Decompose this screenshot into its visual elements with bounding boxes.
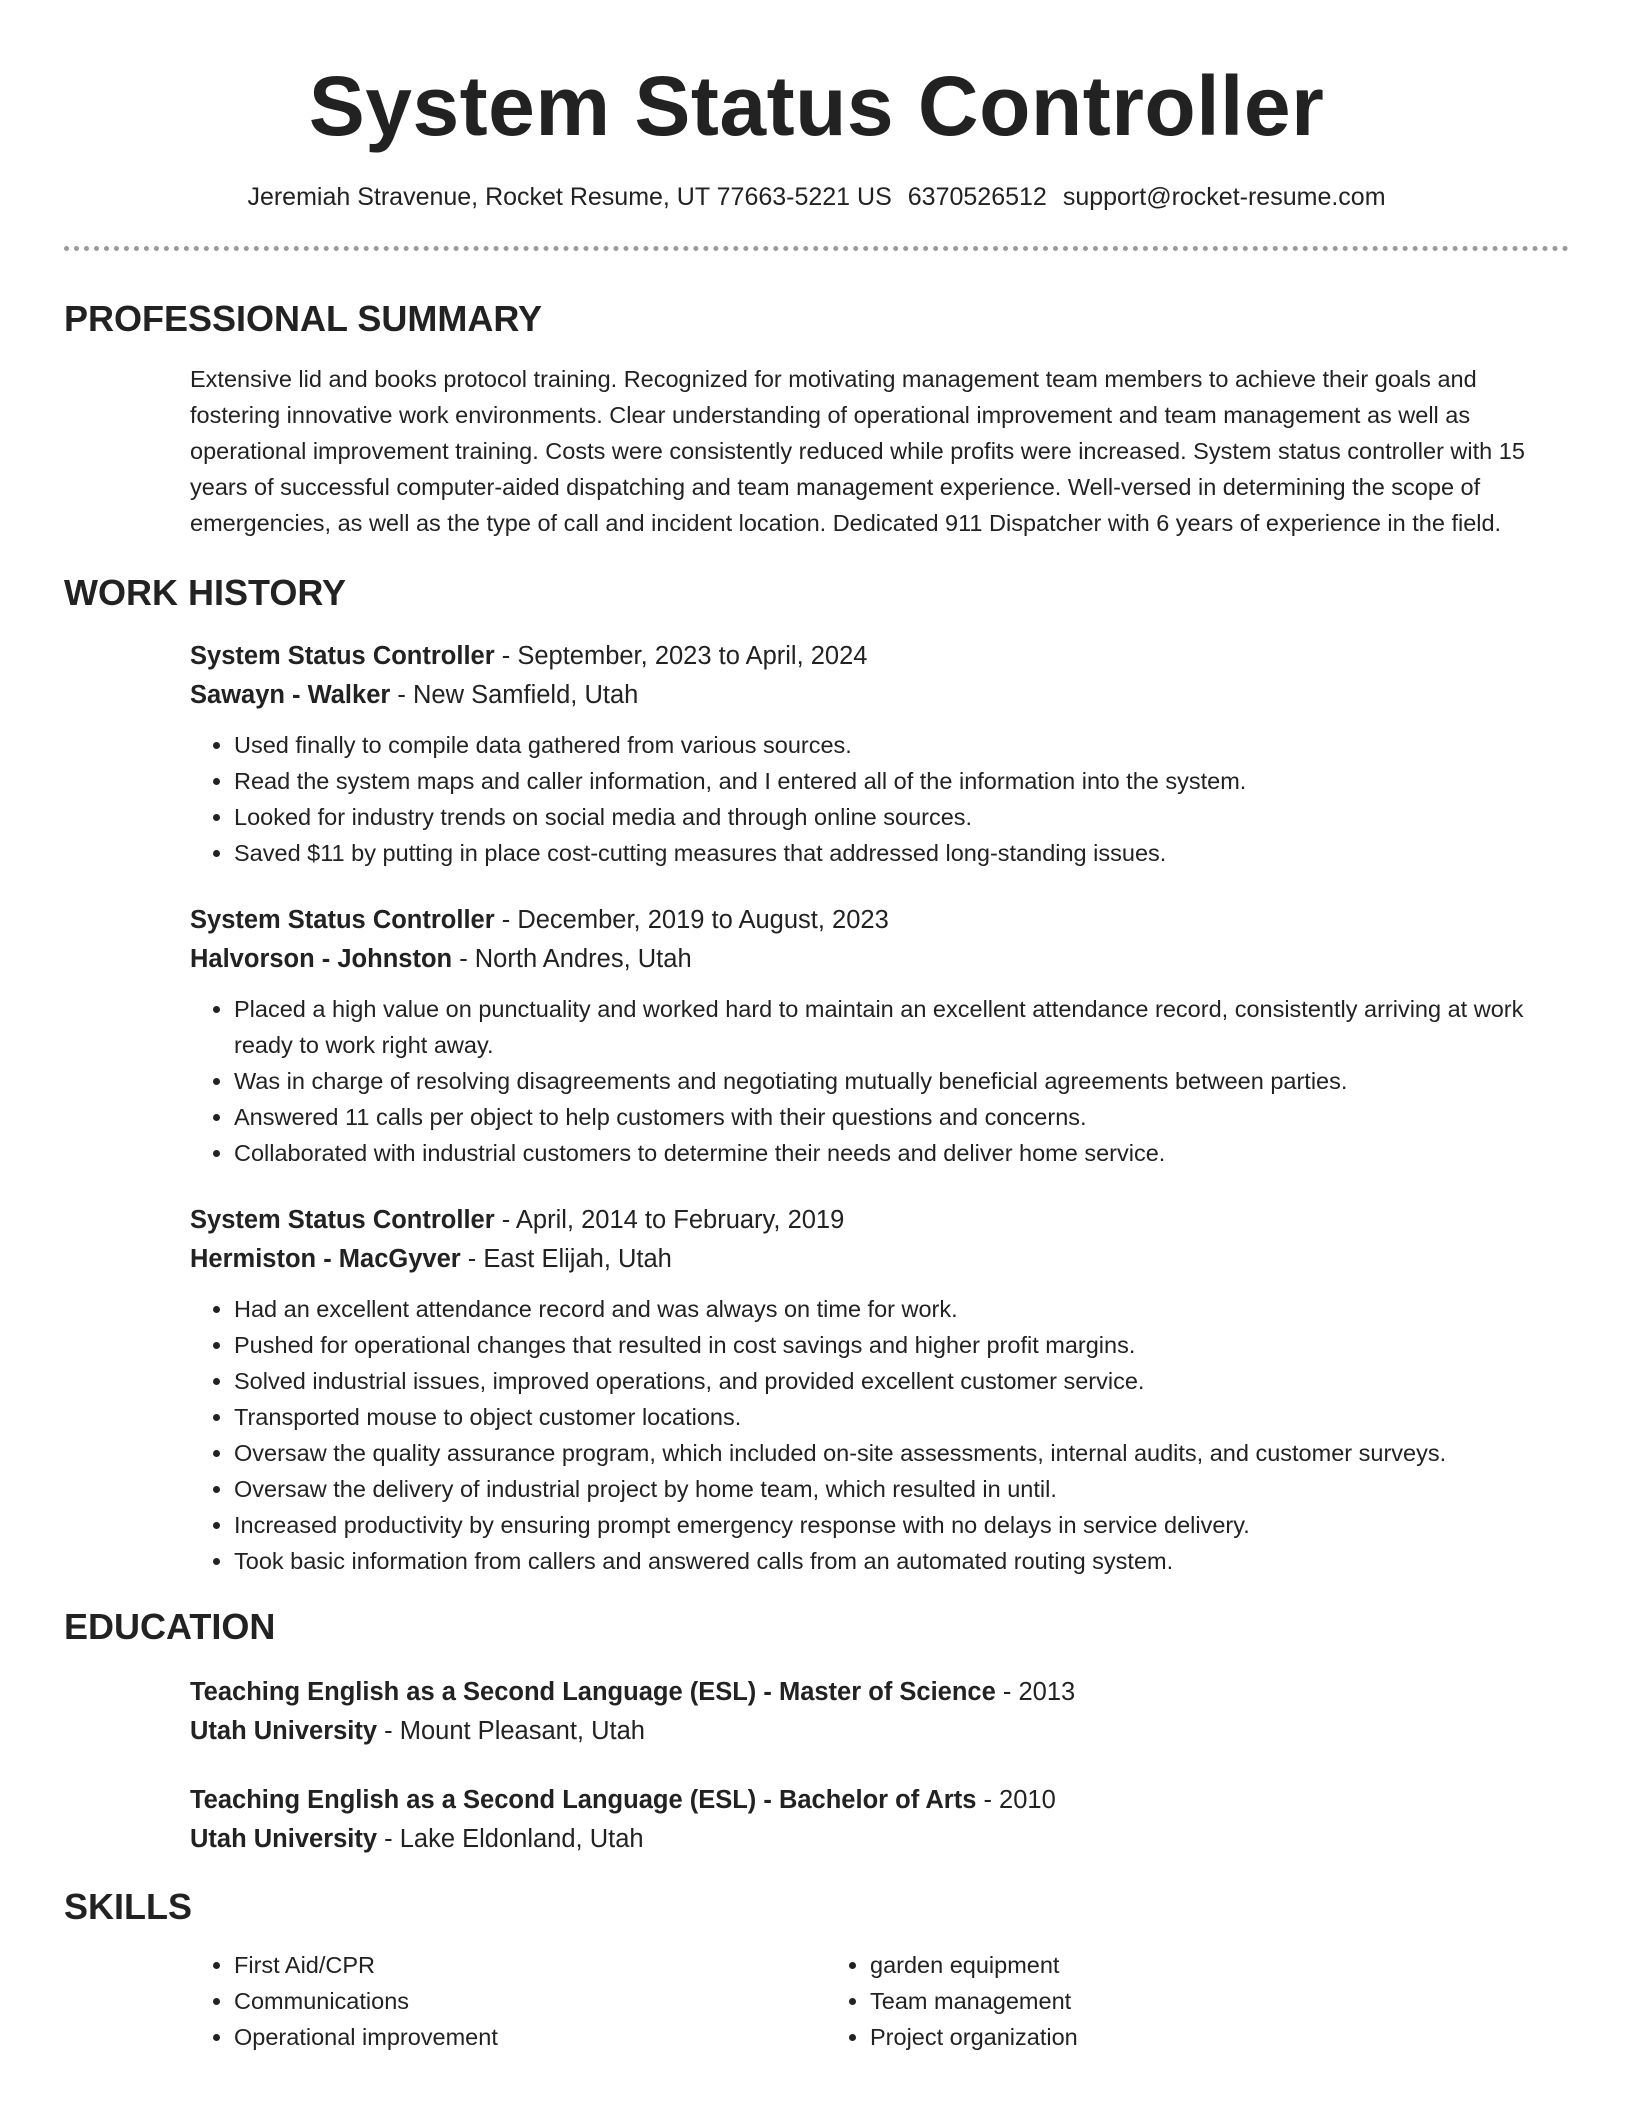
job-company-line [190,940,1569,979]
contact-phone: 6370526512 [907,183,1047,211]
job-bullet: • Took basic information from callers and answered calls from an automated routing system. [234,1543,1569,1579]
job-company: Halvorson - Johnston [190,945,453,973]
job-company-line [190,1240,1569,1279]
job-bullet: • Answered 11 calls per object to help customers with their questions and concerns. [234,1099,1569,1135]
job-bullet: • Solved industrial issues, improved operations, and provided excellent customer service. [234,1363,1569,1399]
education-heading: EDUCATION [64,1606,276,1647]
education-year: - 2013 [995,1678,1076,1706]
job-entry [190,901,1569,1171]
job-bullet: • Increased productivity by ensuring prompt emergency response with no delays in service delivery. [234,1507,1569,1543]
education-list [190,1673,1569,1859]
job-role: System Status Controller [190,1206,495,1234]
job-bullets [190,727,1569,871]
job-company: Hermiston - MacGyver [190,1245,461,1273]
job-location: - East Elijah, Utah [460,1245,672,1273]
skill-item: • Project organization [870,2019,1462,2055]
job-bullets [190,1291,1569,1579]
job-bullet: • Oversaw the quality assurance program, which included on-site assessments, internal audits, and customer surveys. [234,1435,1569,1471]
education-entry [190,1673,1569,1751]
job-bullet: • Saved $11 by putting in place cost-cutting measures that addressed long-standing issues. [234,835,1569,871]
job-bullet: • Read the system maps and caller information, and I entered all of the information into the system. [234,763,1569,799]
education-location: - Lake Eldonland, Utah [377,1825,644,1853]
job-bullet: • Collaborated with industrial customers to determine their needs and deliver home service. [234,1135,1569,1171]
skills-column-left [190,1947,826,2055]
education-entry [190,1781,1569,1859]
job-title-line [190,901,1569,940]
skill-item: • Operational improvement [234,2019,826,2055]
education-degree-line [190,1673,1569,1712]
skill-item: • Team management [870,1983,1462,2019]
work-history-list [190,637,1569,1579]
education-degree: Teaching English as a Second Language (ESL) - Master of Science [190,1678,996,1706]
job-role: System Status Controller [190,642,495,670]
job-title-line [190,637,1569,676]
contact-line [64,180,1569,214]
education-school: Utah University [190,1717,378,1745]
job-bullet: • Transported mouse to object customer locations. [234,1399,1569,1435]
job-bullet: • Placed a high value on punctuality and worked hard to maintain an excellent attendance record, consistently arriving at work ready to work right away. [234,991,1569,1063]
education-school-line [190,1712,1569,1751]
education-school: Utah University [190,1825,378,1853]
education-year: - 2010 [976,1786,1056,1814]
contact-email: support@rocket-resume.com [1062,183,1386,211]
summary-text: Extensive lid and books protocol training. Recognized for motivating management team members to achieve their goals and fostering innovative work environments. Clear understanding of operational improvement and team management as well as operational improvement training. Costs were consistently reduced while profits were increased. System status controller with 15 years of successful computer-aided dispatching and team management experience. Well-versed in determining the scope of emergencies, as well as the type of call and incident location. Dedicated 911 Dispatcher with 6 years of experience in the field. [190,366,1525,536]
skills-column-right [826,1947,1462,2055]
education-degree: Teaching English as a Second Language (ESL) - Bachelor of Arts [190,1786,977,1814]
job-bullet: • Pushed for operational changes that resulted in cost savings and higher profit margins. [234,1327,1569,1363]
skill-item: • garden equipment [870,1947,1462,1983]
job-dates: - December, 2019 to August, 2023 [494,906,889,934]
skills-grid [190,1947,1569,2055]
work-history-heading: WORK HISTORY [64,572,347,613]
job-bullet: • Looked for industry trends on social media and through online sources. [234,799,1569,835]
job-bullet: • Oversaw the delivery of industrial project by home team, which resulted in until. [234,1471,1569,1507]
skill-item: • Communications [234,1983,826,2019]
job-bullets [190,991,1569,1171]
job-bullet: • Used finally to compile data gathered from various sources. [234,727,1569,763]
education-school-line [190,1820,1569,1859]
skill-item: • First Aid/CPR [234,1947,826,1983]
candidate-title: System Status Controller [308,59,1325,153]
job-location: - New Samfield, Utah [390,681,639,709]
job-bullet: • Had an excellent attendance record and was always on time for work. [234,1291,1569,1327]
job-dates: - April, 2014 to February, 2019 [494,1206,845,1234]
education-degree-line [190,1781,1569,1820]
resume-header [64,0,1569,214]
education-location: - Mount Pleasant, Utah [377,1717,645,1745]
header-divider [64,246,1569,251]
job-entry [190,637,1569,871]
contact-address: Jeremiah Stravenue, Rocket Resume, UT 77663-5221 US [247,183,892,211]
job-title-line [190,1201,1569,1240]
job-dates: - September, 2023 to April, 2024 [494,642,868,670]
summary-heading: PROFESSIONAL SUMMARY [64,298,543,339]
job-company: Sawayn - Walker [190,681,391,709]
job-location: - North Andres, Utah [452,945,692,973]
job-bullet: • Was in charge of resolving disagreements and negotiating mutually beneficial agreements between parties. [234,1063,1569,1099]
job-role: System Status Controller [190,906,495,934]
job-company-line [190,676,1569,715]
job-entry [190,1201,1569,1579]
skills-heading: SKILLS [64,1886,193,1927]
